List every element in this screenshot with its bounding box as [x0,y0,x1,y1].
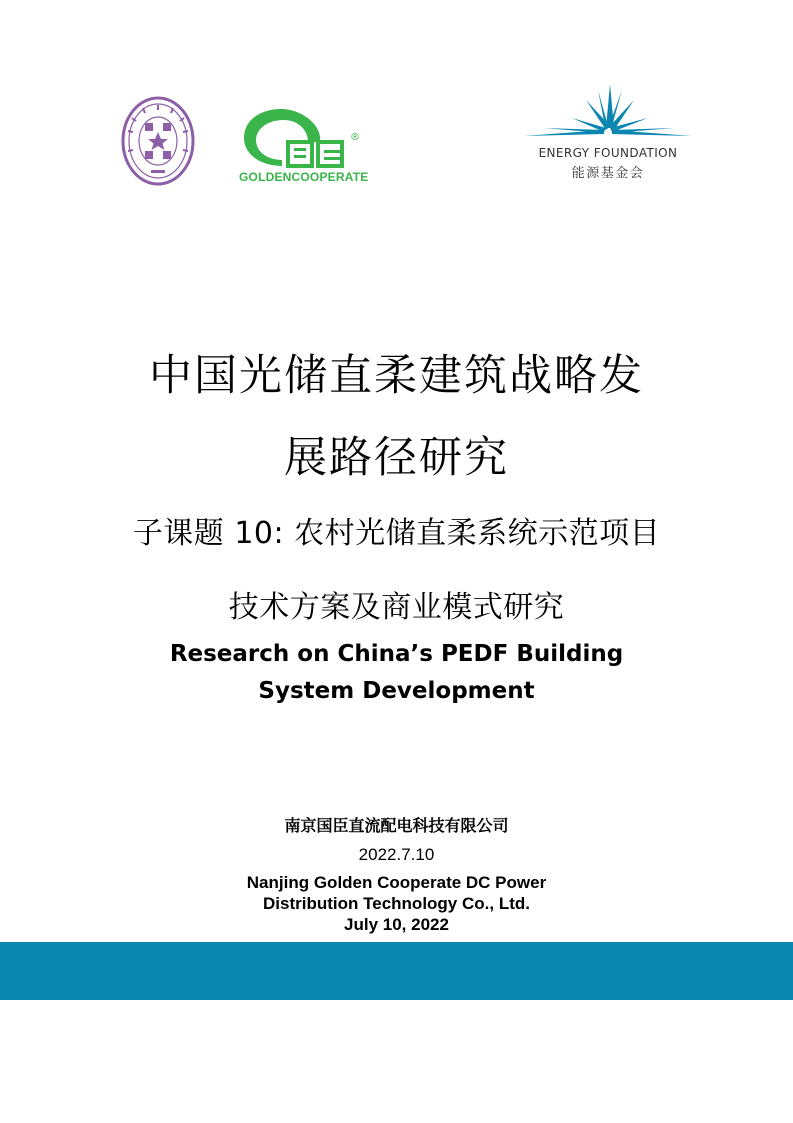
energy-foundation-name-en: ENERGY FOUNDATION [538,146,678,160]
golden-cooperate-wordmark: GOLDENCOOPERATE [239,170,369,184]
footer-color-band [0,942,793,1000]
organization-name-en-line2: Distribution Technology Co., Ltd. [263,894,530,913]
registered-mark: ® [350,132,360,143]
energy-foundation-name-cn: 能源基金会 [571,166,645,181]
subtitle-cn-line2: 技术方案及商业模式研究 [228,590,565,625]
organization-name-cn: 南京国臣直流配电科技有限公司 [284,816,509,835]
main-title-cn-line1: 中国光储直柔建筑战略发 [149,351,644,401]
date-numeric: 2022.7.10 [358,845,435,864]
tsinghua-university-logo [121,96,195,186]
tsinghua-seal-icon [121,96,195,186]
date-english: July 10, 2022 [344,915,449,934]
energy-foundation-starburst-icon [524,82,692,144]
golden-cooperate-mark-icon [238,104,358,168]
golden-cooperate-logo [238,104,368,184]
main-title-en-line2: System Development [258,678,535,704]
main-title-cn-line2: 展路径研究 [284,433,509,483]
subtitle-cn-line1: 子课题 10: 农村光储直柔系统示范项目 [132,516,661,551]
energy-foundation-logo [524,82,692,182]
main-title-en-line1: Research on China’s PEDF Building [169,641,624,667]
organization-name-en-line1: Nanjing Golden Cooperate DC Power [246,873,547,892]
